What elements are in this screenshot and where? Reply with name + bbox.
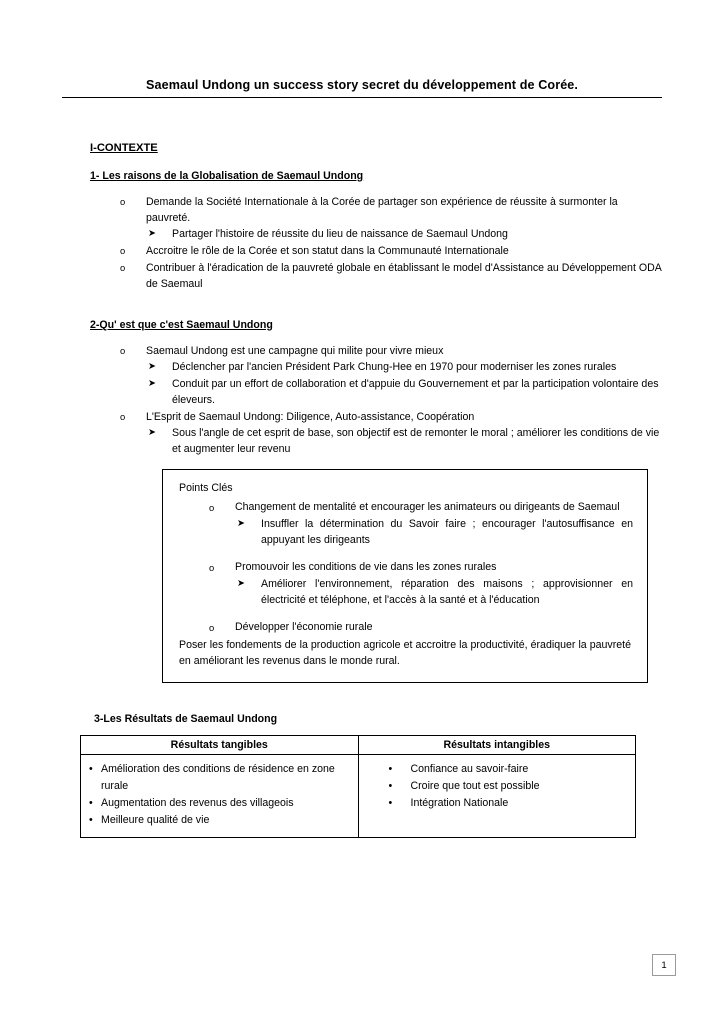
list-item: • Intégration Nationale [367,795,628,812]
intangibles-list [367,761,628,812]
list-item-label: Accroitre le rôle de la Corée et son statut dans la Communauté Internationale [146,245,509,258]
column-header-intangibles: Résultats intangibles [358,736,636,755]
list-item-label: Demande la Société Internationale à la Corée de partager son expérience de réussite à surmonter la pauvreté. [146,196,618,225]
page-number-badge: 1 [652,954,676,976]
circle-bullet-icon: o [120,410,126,422]
list-item: • Amélioration des conditions de résidence en zone rurale [89,761,350,795]
section-heading-contexte: I-CONTEXTE [90,142,158,154]
list-item [118,194,662,242]
list-item [118,409,662,457]
list-item [235,516,633,548]
list-item-label: Contribuer à l'éradication de la pauvreté globale en établissant le model d'Assistance au Développement ODA de Saemaul [146,262,662,291]
sublist-definition [146,359,662,408]
list-item-label: Partager l'histoire de réussite du lieu de naissance de Saemaul Undong [172,228,508,241]
cell-tangibles [81,755,359,838]
list-item [146,376,662,408]
sublist-key-point-1 [235,516,633,548]
list-item [207,620,633,636]
cell-intangibles [358,755,636,838]
list-item [118,260,662,292]
sublist-raisons [146,226,662,242]
subsection-heading-resultats: 3-Les Résultats de Saemaul Undong [94,713,278,726]
list-item: • Croire que tout est possible [367,778,628,795]
results-table [80,735,636,838]
sublist-esprit [146,425,662,457]
list-item-label: Sous l'angle de cet esprit de base, son objectif est de remonter le moral ; améliorer les conditions de vie et augmenter leur revenu [172,427,660,456]
circle-bullet-icon: o [209,622,215,634]
key-points-box [162,469,648,683]
key-points-list [207,500,633,636]
list-item [118,343,662,408]
column-header-tangibles: Résultats tangibles [81,736,359,755]
list-item [235,576,633,608]
list-item [207,500,633,548]
subsection-heading-raisons: 1- Les raisons de la Globalisation de Saemaul Undong [90,170,364,182]
list-item-label: Promouvoir les conditions de vie dans les zones rurales [235,561,497,574]
list-item [146,226,662,242]
circle-bullet-icon: o [120,196,126,207]
table-header-row [81,736,636,755]
list-item-label: L'Esprit de Saemaul Undong: Diligence, Auto-assistance, Coopération [146,410,475,423]
list-item: • Augmentation des revenus des villageois [89,795,350,812]
arrow-bullet-icon: ➤ [148,228,157,240]
list-item-label: Conduit par un effort de collaboration et d'appuie du Gouvernement et par la participation volontaire des éleveurs. [172,377,659,406]
list-item: • Meilleure qualité de vie [89,812,350,829]
subsection-heading-quest-ce-que: 2-Qu' est que c'est Saemaul Undong [90,318,273,331]
arrow-bullet-icon: ➤ [148,427,157,439]
arrow-bullet-icon: ➤ [148,360,157,372]
list-item: • Confiance au savoir-faire [367,761,628,778]
list-item [146,359,662,375]
list-item-label: Améliorer l'environnement, réparation des maisons ; approvisionner en électricité et téléphone, et l'accès à la santé et à l'éducation [261,578,633,607]
table-row [81,755,636,838]
tangibles-list [89,761,350,829]
circle-bullet-icon: o [120,262,126,274]
list-item [146,425,662,457]
key-points-title: Points Clés [179,482,233,495]
circle-bullet-icon: o [209,562,215,574]
list-item-label: Saemaul Undong est une campagne qui milite pour vivre mieux [146,344,444,357]
key-points-tail-text: Poser les fondements de la production agricole et accroitre la productivité, éradiquer la pauvreté en améliorant les revenus dans le monde rural. [179,639,631,668]
list-definition [118,343,662,458]
arrow-bullet-icon: ➤ [148,377,157,389]
arrow-bullet-icon: ➤ [237,578,246,590]
arrow-bullet-icon: ➤ [237,518,246,530]
list-item-label: Développer l'économie rurale [235,621,373,634]
list-item-label: Insuffler la détermination du Savoir faire ; encourager l'autosuffisance en appuyant les dirigeants [261,518,633,547]
list-item [118,243,662,259]
circle-bullet-icon: o [209,502,215,514]
list-raisons [118,194,662,293]
list-item-label: Déclencher par l'ancien Président Park Chung-Hee en 1970 pour moderniser les zones rurales [172,360,617,373]
list-item-label: Changement de mentalité et encourager les animateurs ou dirigeants de Saemaul [235,501,620,514]
circle-bullet-icon: o [120,344,126,356]
sublist-key-point-2 [235,576,633,608]
list-item [207,560,633,608]
circle-bullet-icon: o [120,245,126,257]
page-title: Saemaul Undong un success story secret du développement de Corée. [62,78,662,98]
